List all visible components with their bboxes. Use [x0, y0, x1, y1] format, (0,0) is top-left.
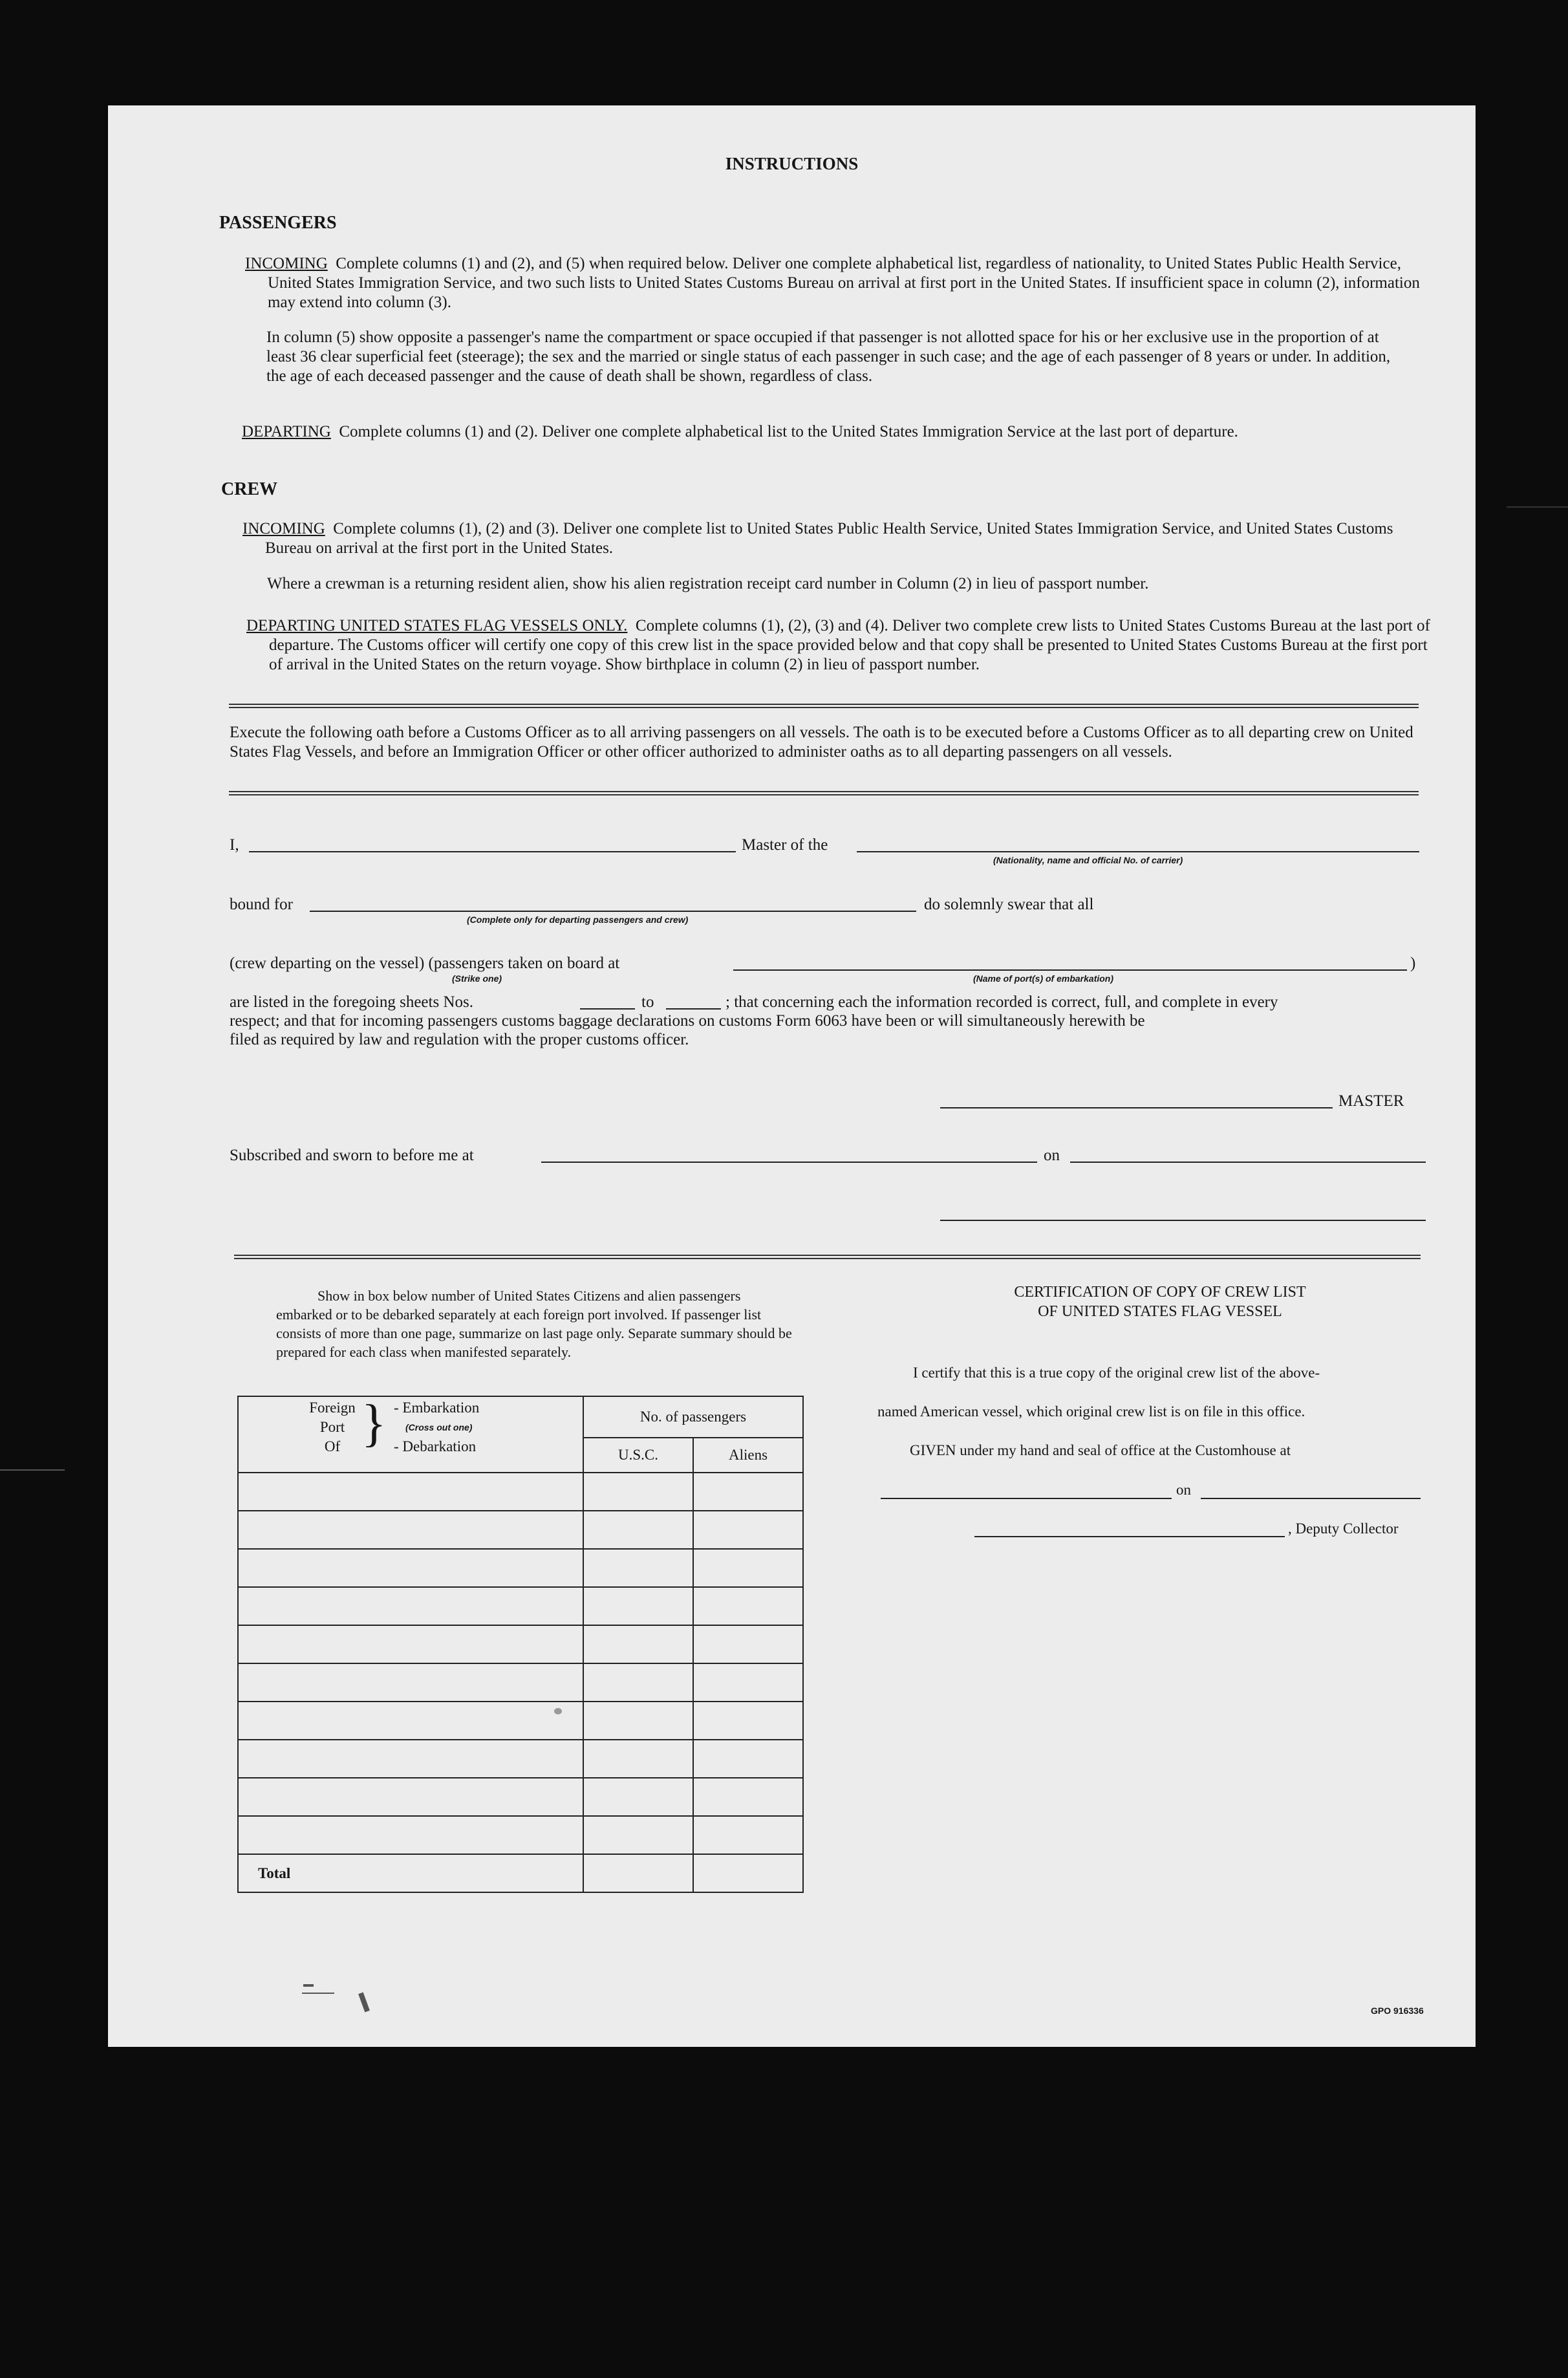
port-cell[interactable]: [238, 1702, 583, 1740]
foreign-label: Foreign: [309, 1400, 356, 1416]
table-row: [238, 1816, 803, 1854]
listed-post: ; that concerning each the information recorded is correct, full, and complete in every: [725, 993, 1278, 1011]
usc-label: U.S.C.: [584, 1438, 694, 1472]
certification-title-2: OF UNITED STATES FLAG VESSEL: [1038, 1303, 1282, 1320]
passengers-departing-label: DEPARTING: [242, 423, 331, 440]
table-row: [238, 1702, 803, 1740]
strike-hint: (Strike one): [452, 973, 502, 984]
oath-intro: Execute the following oath before a Customs Officer as to all arriving passengers on all vessels. The oath is to be executed before a Customs Officer as to all departing crew on United States Flag Vessels, and before an Immigration Officer or other officer authorized to administer oaths as to all departing passengers on all vessels.: [230, 724, 1413, 761]
swear-label: do solemnly swear that all: [924, 896, 1094, 913]
usc-total-cell[interactable]: [583, 1854, 693, 1892]
usc-cell[interactable]: [583, 1816, 693, 1854]
table-header-row: [238, 1396, 803, 1473]
table-row: [238, 1473, 803, 1511]
certification-line-3: GIVEN under my hand and seal of office at the Customhouse at: [910, 1442, 1291, 1458]
aliens-cell[interactable]: [693, 1587, 803, 1625]
crew-departing-paragraph: [246, 616, 1435, 675]
passengers-incoming-text: Complete columns (1) and (2), and (5) when required below. Deliver one complete alphabetical list, regardless of nationality, to United States Public Health Service, United States Immigration Service, and two such lists to United States Customs Bureau on arrival at first port in the United States. If insufficient space in column (2), information may extend into column (3).: [268, 255, 1420, 311]
table-row: [238, 1740, 803, 1778]
sworn-place-line[interactable]: [541, 1162, 1037, 1163]
usc-cell[interactable]: [583, 1473, 693, 1511]
aliens-label: Aliens: [728, 1447, 768, 1463]
listed-line3: filed as required by law and regulation with the proper customs officer.: [230, 1031, 689, 1048]
subscribed-label: Subscribed and sworn to before me at: [230, 1147, 474, 1164]
close-paren: ): [1410, 955, 1416, 972]
port-of-embarkation-line[interactable]: [733, 969, 1407, 971]
passengers-departing-paragraph: [242, 422, 1435, 442]
table-row: [238, 1778, 803, 1816]
master-signature-line[interactable]: [940, 1107, 1333, 1108]
deputy-signature-line[interactable]: [974, 1536, 1285, 1537]
port-label: Port: [319, 1419, 345, 1435]
passengers-departing-text: Complete columns (1) and (2). Deliver one complete alphabetical list to the United States Immigration Service at the last port of departure.: [339, 423, 1238, 440]
crew-resident-paragraph: Where a crewman is a returning resident alien, show his alien registration receipt card number in Column (2) in lieu of passport number.: [267, 575, 1149, 592]
brace-icon: }: [361, 1395, 387, 1452]
scan-mark: [0, 1469, 65, 1471]
divider: [229, 791, 1419, 795]
scan-mark: [303, 1984, 314, 1987]
listed-to: to: [641, 993, 654, 1011]
listed-line2: respect; and that for incoming passengers customs baggage declarations on customs Form 6063 have been or will simultaneously herewith be: [230, 1012, 1145, 1030]
port-cell[interactable]: [238, 1740, 583, 1778]
scan-mark: [358, 1993, 370, 2013]
aliens-cell[interactable]: [693, 1702, 803, 1740]
officer-signature-line[interactable]: [940, 1220, 1426, 1221]
aliens-cell[interactable]: [693, 1778, 803, 1816]
port-cell[interactable]: [238, 1587, 583, 1625]
deputy-collector-label: , Deputy Collector: [1288, 1520, 1399, 1537]
aliens-cell[interactable]: [693, 1740, 803, 1778]
aliens-cell[interactable]: [693, 1625, 803, 1663]
aliens-cell[interactable]: [693, 1473, 803, 1511]
divider: [229, 704, 1419, 708]
aliens-total-cell[interactable]: [693, 1854, 803, 1892]
master-label: MASTER: [1338, 1092, 1404, 1110]
port-cell[interactable]: [238, 1778, 583, 1816]
gpo-stamp: GPO 916336: [1371, 2005, 1424, 2016]
embarkation-label: - Embarkation: [394, 1400, 480, 1416]
port-cell[interactable]: [238, 1473, 583, 1511]
usc-cell[interactable]: [583, 1702, 693, 1740]
usc-cell[interactable]: [583, 1511, 693, 1549]
passengers-heading: PASSENGERS: [219, 213, 337, 233]
scan-mark: [554, 1708, 562, 1714]
aliens-cell[interactable]: [693, 1549, 803, 1587]
carrier-hint: (Nationality, name and official No. of carrier): [993, 855, 1183, 865]
crew-departing-text: Complete columns (1), (2), (3) and (4). Deliver two complete crew lists to United States Customs Bureau at the last port of departure. The Customs officer will certify one copy of this crew list in the space provided below and that copy shall be presented to United States Customs Bureau at the first port of arrival in the United States on the return voyage. Show birthplace in column (2) in lieu of passport number.: [269, 617, 1430, 673]
bound-for-line[interactable]: [310, 911, 916, 912]
form-page: [108, 105, 1476, 2047]
debarkation-label: - Debarkation: [394, 1438, 477, 1454]
usc-cell[interactable]: [583, 1740, 693, 1778]
port-cell[interactable]: [238, 1511, 583, 1549]
crew-passengers-label: (crew departing on the vessel) (passengers taken on board at: [230, 955, 620, 972]
bound-hint: (Complete only for departing passengers and crew): [467, 914, 689, 925]
scan-mark: [302, 1993, 334, 1994]
table-row: [238, 1625, 803, 1663]
customhouse-line[interactable]: [881, 1498, 1172, 1499]
total-label: Total: [238, 1854, 583, 1892]
scan-mark: [1507, 506, 1568, 508]
passengers-column5-paragraph: In column (5) show opposite a passenger's name the compartment or space occupied if that passenger is not allotted space for his or her exclusive use in the proportion of at least 36 clear superficial feet (steerage); the sex and the married or single status of each passenger in such case; and the age of each passenger of 8 years or under. In addition, the age of each deceased passenger and the cause of death shall be shown, regardless of class.: [266, 329, 1391, 385]
crew-departing-label: DEPARTING UNITED STATES FLAG VESSELS ONLY.: [246, 617, 628, 634]
sheet-from-line[interactable]: [580, 1008, 635, 1010]
usc-cell[interactable]: [583, 1663, 693, 1702]
port-cell[interactable]: [238, 1816, 583, 1854]
sheet-to-line[interactable]: [666, 1008, 721, 1010]
passengers-incoming-paragraph: [245, 254, 1435, 312]
sworn-date-line[interactable]: [1070, 1162, 1426, 1163]
master-of-the-label: Master of the: [742, 836, 828, 854]
passengers-incoming-label: INCOMING: [245, 255, 328, 272]
port-cell[interactable]: [238, 1663, 583, 1702]
port-cell[interactable]: [238, 1625, 583, 1663]
cross-out-hint: (Cross out one): [405, 1422, 473, 1432]
page-title: INSTRUCTIONS: [725, 154, 859, 173]
carrier-line[interactable]: [857, 851, 1419, 852]
usc-cell[interactable]: [583, 1625, 693, 1663]
certification-title-1: CERTIFICATION OF COPY OF CREW LIST: [1014, 1284, 1306, 1301]
certification-on-label: on: [1176, 1482, 1191, 1498]
table-row: [238, 1663, 803, 1702]
usc-cell[interactable]: [583, 1587, 693, 1625]
port-hint: (Name of port(s) of embarkation): [973, 973, 1114, 984]
divider: [234, 1255, 1421, 1259]
table-row: [238, 1511, 803, 1549]
certification-line-2: named American vessel, which original crew list is on file in this office.: [877, 1403, 1305, 1420]
crew-incoming-paragraph: [242, 519, 1435, 558]
crew-heading: CREW: [221, 479, 278, 499]
certification-line-1: I certify that this is a true copy of the original crew list of the above-: [913, 1365, 1320, 1381]
port-cell[interactable]: [238, 1549, 583, 1587]
no-passengers-label: No. of passengers: [584, 1397, 802, 1438]
sworn-on-label: on: [1044, 1147, 1060, 1164]
of-label: Of: [324, 1438, 341, 1454]
usc-cell[interactable]: [583, 1778, 693, 1816]
master-name-line[interactable]: [249, 851, 736, 852]
crew-incoming-label: INCOMING: [242, 520, 325, 537]
table-row: [238, 1587, 803, 1625]
aliens-cell[interactable]: [693, 1511, 803, 1549]
oath-i-label: I,: [230, 836, 239, 854]
aliens-cell[interactable]: [693, 1816, 803, 1854]
crew-incoming-text: Complete columns (1), (2) and (3). Deliver one complete list to United States Public Health Service, United States Immigration Service, and United States Customs Bureau on arrival at the first port in the United States.: [265, 520, 1393, 557]
summary-instructions: Show in box below number of United States Citizens and alien passengers embarked or to be debarked separately at each foreign port involved. If passenger list consists of more than one page, summarize on last page only. Separate summary should be prepared for each class when manifested separately.: [276, 1288, 792, 1360]
certification-date-line[interactable]: [1201, 1498, 1421, 1499]
total-row: [238, 1854, 803, 1892]
aliens-cell[interactable]: [693, 1663, 803, 1702]
table-row: [238, 1549, 803, 1587]
usc-cell[interactable]: [583, 1549, 693, 1587]
foreign-port-header: [238, 1396, 583, 1473]
listed-pre: are listed in the foregoing sheets Nos.: [230, 993, 473, 1011]
passenger-summary-table: [237, 1396, 804, 1893]
bound-for-label: bound for: [230, 896, 293, 913]
passenger-count-header: [583, 1396, 803, 1473]
